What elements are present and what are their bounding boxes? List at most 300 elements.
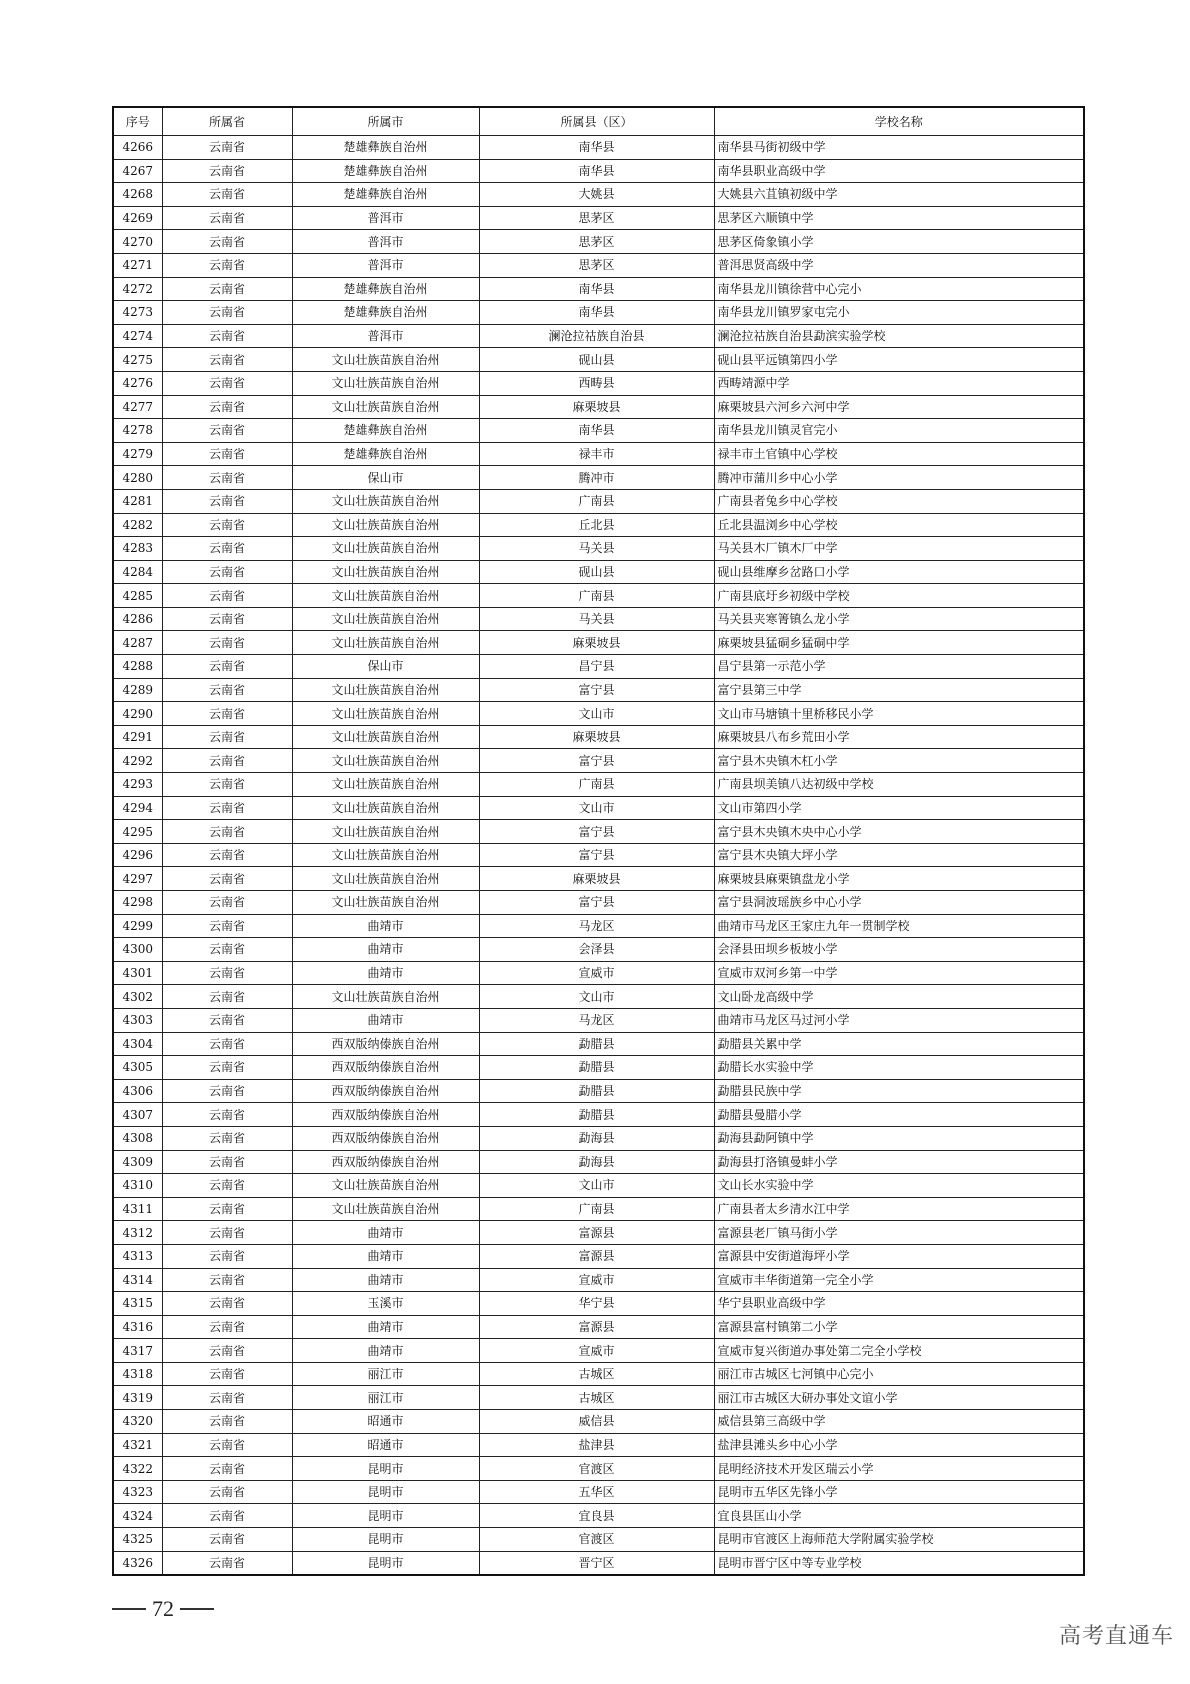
cell-school-name: 威信县第三高级中学 bbox=[714, 1410, 1084, 1434]
table-row bbox=[113, 159, 1084, 183]
cell-county: 勐海县 bbox=[479, 1150, 714, 1174]
cell-province: 云南省 bbox=[162, 230, 292, 254]
cell-school-name: 砚山县维摩乡岔路口小学 bbox=[714, 560, 1084, 584]
cell-county: 澜沧拉祜族自治县 bbox=[479, 324, 714, 348]
cell-province: 云南省 bbox=[162, 1032, 292, 1056]
cell-city: 曲靖市 bbox=[292, 1008, 479, 1032]
cell-county: 麻栗坡县 bbox=[479, 725, 714, 749]
cell-school-name: 思茅区倚象镇小学 bbox=[714, 230, 1084, 254]
cell-province: 云南省 bbox=[162, 820, 292, 844]
cell-city: 文山壮族苗族自治州 bbox=[292, 725, 479, 749]
cell-seq: 4291 bbox=[113, 725, 162, 749]
cell-school-name: 富宁县木央镇大坪小学 bbox=[714, 843, 1084, 867]
cell-province: 云南省 bbox=[162, 678, 292, 702]
table-row bbox=[113, 1480, 1084, 1504]
cell-city: 普洱市 bbox=[292, 324, 479, 348]
table-row bbox=[113, 985, 1084, 1009]
cell-school-name: 广南县坝美镇八达初级中学校 bbox=[714, 773, 1084, 797]
cell-county: 富宁县 bbox=[479, 749, 714, 773]
cell-school-name: 勐海县打洛镇曼蚌小学 bbox=[714, 1150, 1084, 1174]
cell-county: 昌宁县 bbox=[479, 655, 714, 679]
cell-province: 云南省 bbox=[162, 537, 292, 561]
cell-seq: 4269 bbox=[113, 206, 162, 230]
cell-province: 云南省 bbox=[162, 796, 292, 820]
cell-school-name: 马关县木厂镇木厂中学 bbox=[714, 537, 1084, 561]
cell-county: 广南县 bbox=[479, 773, 714, 797]
cell-province: 云南省 bbox=[162, 1386, 292, 1410]
cell-province: 云南省 bbox=[162, 1528, 292, 1552]
cell-province: 云南省 bbox=[162, 136, 292, 160]
cell-county: 思茅区 bbox=[479, 253, 714, 277]
cell-county: 马关县 bbox=[479, 537, 714, 561]
cell-province: 云南省 bbox=[162, 371, 292, 395]
cell-school-name: 砚山县平远镇第四小学 bbox=[714, 348, 1084, 372]
cell-seq: 4281 bbox=[113, 489, 162, 513]
cell-city: 楚雄彝族自治州 bbox=[292, 183, 479, 207]
cell-seq: 4299 bbox=[113, 914, 162, 938]
page-number-value: 72 bbox=[152, 1596, 174, 1621]
cell-school-name: 昆明市官渡区上海师范大学附属实验学校 bbox=[714, 1528, 1084, 1552]
cell-city: 普洱市 bbox=[292, 206, 479, 230]
table-row bbox=[113, 513, 1084, 537]
cell-school-name: 普洱思贤高级中学 bbox=[714, 253, 1084, 277]
cell-county: 麻栗坡县 bbox=[479, 395, 714, 419]
table-row bbox=[113, 301, 1084, 325]
cell-province: 云南省 bbox=[162, 749, 292, 773]
cell-province: 云南省 bbox=[162, 655, 292, 679]
cell-province: 云南省 bbox=[162, 1480, 292, 1504]
cell-seq: 4326 bbox=[113, 1551, 162, 1575]
cell-province: 云南省 bbox=[162, 395, 292, 419]
cell-school-name: 麻栗坡县八布乡荒田小学 bbox=[714, 725, 1084, 749]
table-row bbox=[113, 1551, 1084, 1575]
cell-city: 文山壮族苗族自治州 bbox=[292, 867, 479, 891]
table-row bbox=[113, 253, 1084, 277]
table-row bbox=[113, 584, 1084, 608]
cell-county: 广南县 bbox=[479, 489, 714, 513]
cell-county: 麻栗坡县 bbox=[479, 867, 714, 891]
cell-seq: 4267 bbox=[113, 159, 162, 183]
cell-city: 曲靖市 bbox=[292, 938, 479, 962]
cell-seq: 4290 bbox=[113, 702, 162, 726]
cell-school-name: 勐海县勐阿镇中学 bbox=[714, 1126, 1084, 1150]
cell-seq: 4308 bbox=[113, 1126, 162, 1150]
cell-city: 文山壮族苗族自治州 bbox=[292, 749, 479, 773]
cell-seq: 4323 bbox=[113, 1480, 162, 1504]
cell-school-name: 会泽县田坝乡板坡小学 bbox=[714, 938, 1084, 962]
table-body bbox=[113, 136, 1084, 1576]
cell-seq: 4309 bbox=[113, 1150, 162, 1174]
table-row bbox=[113, 1292, 1084, 1316]
cell-seq: 4296 bbox=[113, 843, 162, 867]
cell-province: 云南省 bbox=[162, 206, 292, 230]
cell-city: 文山壮族苗族自治州 bbox=[292, 702, 479, 726]
cell-seq: 4311 bbox=[113, 1197, 162, 1221]
cell-seq: 4278 bbox=[113, 419, 162, 443]
cell-city: 保山市 bbox=[292, 466, 479, 490]
cell-seq: 4307 bbox=[113, 1103, 162, 1127]
cell-city: 文山壮族苗族自治州 bbox=[292, 891, 479, 915]
cell-county: 五华区 bbox=[479, 1480, 714, 1504]
cell-county: 富源县 bbox=[479, 1244, 714, 1268]
cell-city: 文山壮族苗族自治州 bbox=[292, 820, 479, 844]
cell-province: 云南省 bbox=[162, 1126, 292, 1150]
table-row bbox=[113, 796, 1084, 820]
table-row bbox=[113, 678, 1084, 702]
cell-county: 文山市 bbox=[479, 796, 714, 820]
cell-seq: 4317 bbox=[113, 1339, 162, 1363]
cell-school-name: 广南县底圩乡初级中学校 bbox=[714, 584, 1084, 608]
cell-province: 云南省 bbox=[162, 1103, 292, 1127]
cell-city: 文山壮族苗族自治州 bbox=[292, 513, 479, 537]
cell-city: 曲靖市 bbox=[292, 961, 479, 985]
cell-city: 西双版纳傣族自治州 bbox=[292, 1032, 479, 1056]
cell-seq: 4321 bbox=[113, 1433, 162, 1457]
cell-county: 富源县 bbox=[479, 1315, 714, 1339]
table-row bbox=[113, 1008, 1084, 1032]
cell-city: 文山壮族苗族自治州 bbox=[292, 607, 479, 631]
cell-school-name: 麻栗坡县麻栗镇盘龙小学 bbox=[714, 867, 1084, 891]
cell-province: 云南省 bbox=[162, 1433, 292, 1457]
table-row bbox=[113, 1339, 1084, 1363]
cell-province: 云南省 bbox=[162, 489, 292, 513]
cell-city: 玉溪市 bbox=[292, 1292, 479, 1316]
cell-seq: 4316 bbox=[113, 1315, 162, 1339]
cell-school-name: 大姚县六苴镇初级中学 bbox=[714, 183, 1084, 207]
cell-seq: 4287 bbox=[113, 631, 162, 655]
cell-province: 云南省 bbox=[162, 560, 292, 584]
cell-city: 楚雄彝族自治州 bbox=[292, 277, 479, 301]
cell-county: 华宁县 bbox=[479, 1292, 714, 1316]
cell-seq: 4294 bbox=[113, 796, 162, 820]
cell-school-name: 富源县富村镇第二小学 bbox=[714, 1315, 1084, 1339]
cell-county: 宣威市 bbox=[479, 1339, 714, 1363]
cell-county: 南华县 bbox=[479, 301, 714, 325]
cell-school-name: 富宁县木央镇木杠小学 bbox=[714, 749, 1084, 773]
cell-county: 广南县 bbox=[479, 584, 714, 608]
cell-county: 宜良县 bbox=[479, 1504, 714, 1528]
cell-province: 云南省 bbox=[162, 773, 292, 797]
cell-seq: 4319 bbox=[113, 1386, 162, 1410]
cell-county: 南华县 bbox=[479, 277, 714, 301]
cell-city: 楚雄彝族自治州 bbox=[292, 136, 479, 160]
cell-seq: 4324 bbox=[113, 1504, 162, 1528]
cell-county: 文山市 bbox=[479, 702, 714, 726]
cell-county: 马关县 bbox=[479, 607, 714, 631]
page-number bbox=[112, 1596, 220, 1622]
table-row bbox=[113, 725, 1084, 749]
cell-county: 富宁县 bbox=[479, 678, 714, 702]
cell-province: 云南省 bbox=[162, 348, 292, 372]
cell-school-name: 广南县者兔乡中心学校 bbox=[714, 489, 1084, 513]
cell-city: 文山壮族苗族自治州 bbox=[292, 371, 479, 395]
table-row bbox=[113, 773, 1084, 797]
header-school-name: 学校名称 bbox=[714, 107, 1084, 136]
cell-school-name: 宣威市双河乡第一中学 bbox=[714, 961, 1084, 985]
cell-seq: 4282 bbox=[113, 513, 162, 537]
cell-county: 古城区 bbox=[479, 1386, 714, 1410]
cell-province: 云南省 bbox=[162, 442, 292, 466]
cell-province: 云南省 bbox=[162, 277, 292, 301]
table-row bbox=[113, 371, 1084, 395]
cell-province: 云南省 bbox=[162, 1410, 292, 1434]
cell-school-name: 曲靖市马龙区马过河小学 bbox=[714, 1008, 1084, 1032]
cell-school-name: 马关县夹寒箐镇么龙小学 bbox=[714, 607, 1084, 631]
cell-school-name: 思茅区六顺镇中学 bbox=[714, 206, 1084, 230]
cell-school-name: 富宁县洞波瑶族乡中心小学 bbox=[714, 891, 1084, 915]
cell-school-name: 南华县龙川镇徐营中心完小 bbox=[714, 277, 1084, 301]
cell-school-name: 澜沧拉祜族自治县勐滨实验学校 bbox=[714, 324, 1084, 348]
school-list-table bbox=[112, 106, 1085, 1576]
cell-school-name: 文山卧龙高级中学 bbox=[714, 985, 1084, 1009]
cell-county: 勐海县 bbox=[479, 1126, 714, 1150]
cell-city: 西双版纳傣族自治州 bbox=[292, 1103, 479, 1127]
cell-school-name: 宣威市复兴街道办事处第二完全小学校 bbox=[714, 1339, 1084, 1363]
cell-province: 云南省 bbox=[162, 513, 292, 537]
table-row bbox=[113, 277, 1084, 301]
cell-school-name: 南华县职业高级中学 bbox=[714, 159, 1084, 183]
cell-county: 宣威市 bbox=[479, 961, 714, 985]
table-row bbox=[113, 395, 1084, 419]
table-row bbox=[113, 1032, 1084, 1056]
cell-seq: 4292 bbox=[113, 749, 162, 773]
cell-seq: 4322 bbox=[113, 1457, 162, 1481]
cell-city: 楚雄彝族自治州 bbox=[292, 159, 479, 183]
table-row bbox=[113, 867, 1084, 891]
table-row bbox=[113, 489, 1084, 513]
cell-province: 云南省 bbox=[162, 607, 292, 631]
cell-province: 云南省 bbox=[162, 867, 292, 891]
table-row bbox=[113, 1386, 1084, 1410]
cell-seq: 4293 bbox=[113, 773, 162, 797]
cell-county: 腾冲市 bbox=[479, 466, 714, 490]
cell-school-name: 勐腊长水实验中学 bbox=[714, 1056, 1084, 1080]
cell-school-name: 富源县中安街道海坪小学 bbox=[714, 1244, 1084, 1268]
cell-school-name: 麻栗坡县猛硐乡猛硐中学 bbox=[714, 631, 1084, 655]
cell-province: 云南省 bbox=[162, 725, 292, 749]
cell-seq: 4305 bbox=[113, 1056, 162, 1080]
table-row bbox=[113, 1197, 1084, 1221]
cell-province: 云南省 bbox=[162, 253, 292, 277]
table-row bbox=[113, 820, 1084, 844]
cell-city: 昆明市 bbox=[292, 1504, 479, 1528]
cell-province: 云南省 bbox=[162, 938, 292, 962]
table-row bbox=[113, 1433, 1084, 1457]
cell-city: 文山壮族苗族自治州 bbox=[292, 584, 479, 608]
cell-city: 文山壮族苗族自治州 bbox=[292, 843, 479, 867]
cell-province: 云南省 bbox=[162, 1221, 292, 1245]
cell-county: 官渡区 bbox=[479, 1528, 714, 1552]
cell-school-name: 盐津县滩头乡中心小学 bbox=[714, 1433, 1084, 1457]
table-row bbox=[113, 1410, 1084, 1434]
table-row bbox=[113, 206, 1084, 230]
cell-county: 砚山县 bbox=[479, 560, 714, 584]
cell-seq: 4312 bbox=[113, 1221, 162, 1245]
cell-city: 昭通市 bbox=[292, 1410, 479, 1434]
cell-county: 勐腊县 bbox=[479, 1103, 714, 1127]
cell-county: 盐津县 bbox=[479, 1433, 714, 1457]
cell-county: 勐腊县 bbox=[479, 1079, 714, 1103]
cell-province: 云南省 bbox=[162, 1174, 292, 1198]
cell-county: 文山市 bbox=[479, 1174, 714, 1198]
page-number-dash-left bbox=[112, 1608, 146, 1610]
cell-province: 云南省 bbox=[162, 159, 292, 183]
cell-province: 云南省 bbox=[162, 183, 292, 207]
cell-province: 云南省 bbox=[162, 1079, 292, 1103]
table-row bbox=[113, 136, 1084, 160]
cell-seq: 4266 bbox=[113, 136, 162, 160]
cell-province: 云南省 bbox=[162, 1315, 292, 1339]
cell-school-name: 昆明市五华区先锋小学 bbox=[714, 1480, 1084, 1504]
cell-county: 丘北县 bbox=[479, 513, 714, 537]
table-row bbox=[113, 1221, 1084, 1245]
cell-school-name: 华宁县职业高级中学 bbox=[714, 1292, 1084, 1316]
cell-school-name: 昆明市晋宁区中等专业学校 bbox=[714, 1551, 1084, 1575]
cell-city: 西双版纳傣族自治州 bbox=[292, 1150, 479, 1174]
header-seq: 序号 bbox=[113, 107, 162, 136]
table-row bbox=[113, 631, 1084, 655]
cell-city: 昆明市 bbox=[292, 1551, 479, 1575]
cell-seq: 4298 bbox=[113, 891, 162, 915]
cell-county: 富宁县 bbox=[479, 820, 714, 844]
cell-seq: 4270 bbox=[113, 230, 162, 254]
cell-county: 富宁县 bbox=[479, 891, 714, 915]
cell-seq: 4318 bbox=[113, 1362, 162, 1386]
cell-seq: 4272 bbox=[113, 277, 162, 301]
cell-county: 马龙区 bbox=[479, 1008, 714, 1032]
cell-school-name: 麻栗坡县六河乡六河中学 bbox=[714, 395, 1084, 419]
cell-school-name: 富宁县第三中学 bbox=[714, 678, 1084, 702]
cell-school-name: 丽江市古城区七河镇中心完小 bbox=[714, 1362, 1084, 1386]
cell-county: 思茅区 bbox=[479, 230, 714, 254]
cell-county: 威信县 bbox=[479, 1410, 714, 1434]
cell-school-name: 勐腊县关累中学 bbox=[714, 1032, 1084, 1056]
cell-seq: 4268 bbox=[113, 183, 162, 207]
table-row bbox=[113, 843, 1084, 867]
cell-province: 云南省 bbox=[162, 1339, 292, 1363]
cell-province: 云南省 bbox=[162, 1362, 292, 1386]
cell-seq: 4284 bbox=[113, 560, 162, 584]
cell-seq: 4310 bbox=[113, 1174, 162, 1198]
cell-city: 文山壮族苗族自治州 bbox=[292, 348, 479, 372]
cell-city: 楚雄彝族自治州 bbox=[292, 419, 479, 443]
cell-county: 官渡区 bbox=[479, 1457, 714, 1481]
header-county: 所属县（区） bbox=[479, 107, 714, 136]
cell-county: 晋宁区 bbox=[479, 1551, 714, 1575]
table-row bbox=[113, 419, 1084, 443]
cell-seq: 4302 bbox=[113, 985, 162, 1009]
cell-county: 富宁县 bbox=[479, 843, 714, 867]
cell-county: 广南县 bbox=[479, 1197, 714, 1221]
cell-city: 文山壮族苗族自治州 bbox=[292, 1174, 479, 1198]
cell-province: 云南省 bbox=[162, 1150, 292, 1174]
cell-city: 曲靖市 bbox=[292, 1339, 479, 1363]
cell-county: 南华县 bbox=[479, 159, 714, 183]
cell-city: 文山壮族苗族自治州 bbox=[292, 395, 479, 419]
cell-school-name: 文山市马塘镇十里桥移民小学 bbox=[714, 702, 1084, 726]
cell-city: 曲靖市 bbox=[292, 1315, 479, 1339]
cell-city: 西双版纳傣族自治州 bbox=[292, 1056, 479, 1080]
cell-seq: 4276 bbox=[113, 371, 162, 395]
cell-province: 云南省 bbox=[162, 1244, 292, 1268]
cell-province: 云南省 bbox=[162, 301, 292, 325]
header-row bbox=[113, 107, 1084, 136]
table-row bbox=[113, 1150, 1084, 1174]
cell-seq: 4288 bbox=[113, 655, 162, 679]
header-city: 所属市 bbox=[292, 107, 479, 136]
cell-school-name: 南华县龙川镇罗家屯完小 bbox=[714, 301, 1084, 325]
cell-school-name: 富源县老厂镇马街小学 bbox=[714, 1221, 1084, 1245]
cell-seq: 4275 bbox=[113, 348, 162, 372]
cell-county: 大姚县 bbox=[479, 183, 714, 207]
cell-school-name: 宣威市丰华街道第一完全小学 bbox=[714, 1268, 1084, 1292]
cell-seq: 4325 bbox=[113, 1528, 162, 1552]
cell-county: 文山市 bbox=[479, 985, 714, 1009]
cell-city: 西双版纳傣族自治州 bbox=[292, 1079, 479, 1103]
cell-city: 文山壮族苗族自治州 bbox=[292, 537, 479, 561]
cell-county: 宣威市 bbox=[479, 1268, 714, 1292]
cell-seq: 4295 bbox=[113, 820, 162, 844]
cell-city: 文山壮族苗族自治州 bbox=[292, 985, 479, 1009]
table-row bbox=[113, 891, 1084, 915]
table-row bbox=[113, 961, 1084, 985]
cell-province: 云南省 bbox=[162, 584, 292, 608]
cell-seq: 4280 bbox=[113, 466, 162, 490]
table-row bbox=[113, 324, 1084, 348]
cell-city: 曲靖市 bbox=[292, 1221, 479, 1245]
cell-school-name: 勐腊县曼腊小学 bbox=[714, 1103, 1084, 1127]
cell-city: 文山壮族苗族自治州 bbox=[292, 773, 479, 797]
cell-school-name: 勐腊县民族中学 bbox=[714, 1079, 1084, 1103]
cell-school-name: 文山市第四小学 bbox=[714, 796, 1084, 820]
cell-county: 勐腊县 bbox=[479, 1032, 714, 1056]
cell-school-name: 宜良县匡山小学 bbox=[714, 1504, 1084, 1528]
cell-seq: 4289 bbox=[113, 678, 162, 702]
table-row bbox=[113, 1056, 1084, 1080]
cell-county: 马龙区 bbox=[479, 914, 714, 938]
cell-county: 思茅区 bbox=[479, 206, 714, 230]
cell-province: 云南省 bbox=[162, 914, 292, 938]
cell-school-name: 昆明经济技术开发区瑞云小学 bbox=[714, 1457, 1084, 1481]
cell-school-name: 广南县者太乡清水江中学 bbox=[714, 1197, 1084, 1221]
table-row bbox=[113, 938, 1084, 962]
cell-school-name: 南华县龙川镇灵官完小 bbox=[714, 419, 1084, 443]
cell-province: 云南省 bbox=[162, 1268, 292, 1292]
cell-seq: 4313 bbox=[113, 1244, 162, 1268]
table-row bbox=[113, 607, 1084, 631]
cell-seq: 4286 bbox=[113, 607, 162, 631]
cell-city: 文山壮族苗族自治州 bbox=[292, 1197, 479, 1221]
cell-province: 云南省 bbox=[162, 702, 292, 726]
cell-school-name: 文山长水实验中学 bbox=[714, 1174, 1084, 1198]
table-row bbox=[113, 466, 1084, 490]
cell-province: 云南省 bbox=[162, 1292, 292, 1316]
cell-city: 丽江市 bbox=[292, 1362, 479, 1386]
cell-province: 云南省 bbox=[162, 1457, 292, 1481]
cell-seq: 4301 bbox=[113, 961, 162, 985]
table-row bbox=[113, 1528, 1084, 1552]
table-row bbox=[113, 1315, 1084, 1339]
cell-county: 会泽县 bbox=[479, 938, 714, 962]
cell-province: 云南省 bbox=[162, 1551, 292, 1575]
cell-province: 云南省 bbox=[162, 419, 292, 443]
table-row bbox=[113, 1244, 1084, 1268]
cell-city: 普洱市 bbox=[292, 230, 479, 254]
cell-city: 曲靖市 bbox=[292, 914, 479, 938]
table-row bbox=[113, 1362, 1084, 1386]
cell-seq: 4304 bbox=[113, 1032, 162, 1056]
cell-city: 文山壮族苗族自治州 bbox=[292, 489, 479, 513]
